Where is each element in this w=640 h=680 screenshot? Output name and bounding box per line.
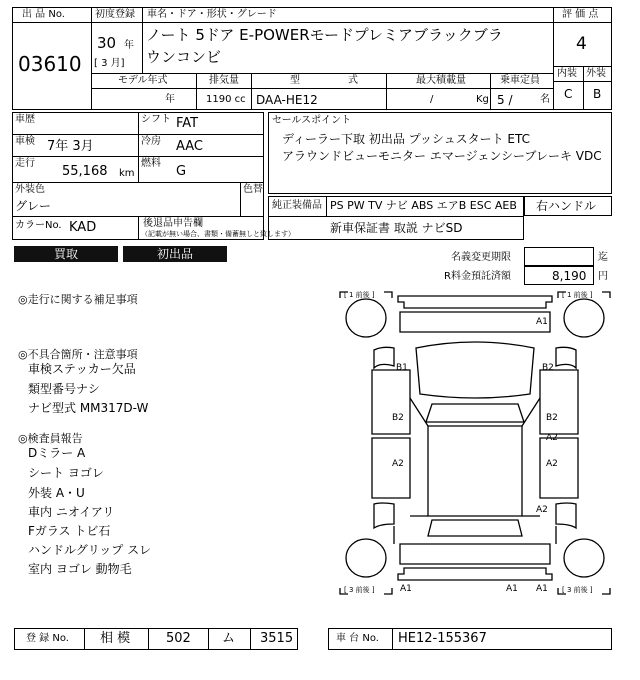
mileage-unit: km xyxy=(119,168,135,179)
damage-mark: A2 xyxy=(546,433,558,443)
capacity-unit: 名 xyxy=(540,94,550,105)
first-listing-badge: 初出品 xyxy=(123,246,227,262)
capacity-label: 乗車定員 xyxy=(500,75,540,86)
divider xyxy=(12,182,264,183)
registration-area: 相 模 xyxy=(100,631,131,646)
name-change-label: 名義変更期限 xyxy=(451,252,511,263)
corner-label-bl: [ 3 前後 ] xyxy=(344,586,375,594)
aftermarket-note: （記載が無い場合、書類・備蓄無しと致します） xyxy=(141,230,295,238)
interior-label: 内装 xyxy=(557,68,577,79)
fuel-label: 燃料 xyxy=(141,158,161,169)
aftermarket-label: 後退品申告欄 xyxy=(143,218,203,229)
model-type: DAA-HE12 xyxy=(256,93,318,107)
name-change-box xyxy=(524,247,594,266)
divider xyxy=(251,73,252,110)
fuel: G xyxy=(176,164,187,179)
divider xyxy=(91,88,553,89)
divider xyxy=(142,7,143,73)
type-label: 型 xyxy=(290,75,300,86)
history-label: 車歴 xyxy=(15,114,35,125)
car-name-line1: ノート 5ドア E-POWERモードプレミアブラックブラ xyxy=(146,26,503,44)
recycle-fee: 8,190 xyxy=(552,269,587,283)
max-load-separator: / xyxy=(430,94,434,105)
inspection: 7年 3月 xyxy=(47,139,94,154)
divider xyxy=(553,22,612,23)
inspector-item: Fガラス トビ石 xyxy=(28,524,111,538)
defect-item: 車検ステッカー欠品 xyxy=(28,362,136,376)
name-change-unit: 迄 xyxy=(598,252,608,263)
ext-color-label: 外装色 xyxy=(15,184,45,195)
model-year-label: モデル年式 xyxy=(118,75,168,86)
color-no: KAD xyxy=(69,220,97,235)
exterior-grade: B xyxy=(593,87,602,101)
corner-label-tr: [ 1 前後 ] xyxy=(562,291,593,299)
score: 4 xyxy=(576,34,587,54)
chassis-number: HE12-155367 xyxy=(398,631,487,646)
ext-color: グレー xyxy=(15,199,52,213)
registration-class: 502 xyxy=(166,631,191,646)
damage-mark: A1 xyxy=(506,584,518,594)
equipment-label: 純正装備品 xyxy=(272,200,322,211)
sales-points-label: セールスポイント xyxy=(272,115,352,126)
corner-label-br: [ 3 前後 ] xyxy=(562,586,593,594)
damage-mark: A1 xyxy=(536,584,548,594)
divider xyxy=(12,156,264,157)
steering: 右ハンドル xyxy=(536,199,597,213)
defects-title: ◎不具合箇所・注意事項 xyxy=(18,348,138,361)
car-damage-diagram xyxy=(336,288,614,608)
shift-label: シフト xyxy=(141,114,171,125)
recycle-unit: 円 xyxy=(598,271,608,282)
inspector-item: 外装 A・U xyxy=(28,486,85,500)
color-change-label: 色替 xyxy=(243,184,263,195)
damage-mark: B1 xyxy=(396,363,408,373)
divider xyxy=(326,196,327,216)
inspector-item: 車内 ニオイアリ xyxy=(28,505,115,519)
divider xyxy=(91,73,553,74)
max-load-label: 最大積載量 xyxy=(416,75,466,86)
inspector-title: ◎検査員報告 xyxy=(18,432,83,445)
divider xyxy=(12,22,91,23)
divider xyxy=(386,73,387,110)
sales-points-line1: ディーラー下取 初出品 プッシュスタート ETC xyxy=(282,132,530,146)
damage-mark: B2 xyxy=(546,413,558,423)
divider xyxy=(91,22,553,23)
shift: FAT xyxy=(176,116,199,131)
ac-label: 冷房 xyxy=(141,136,161,147)
equipment-items: PS PW TV ナビ ABS エアB ESC AEB xyxy=(330,199,517,212)
equipment-extra: 新車保証書 取説 ナビSD xyxy=(330,221,463,235)
divider xyxy=(240,182,241,216)
purchase-badge: 買取 xyxy=(14,246,118,262)
first-reg-year: 30 xyxy=(97,34,117,52)
year-unit: 年 xyxy=(124,40,134,51)
inspection-label: 車検 xyxy=(15,136,35,147)
divider xyxy=(148,628,149,650)
damage-mark: A1 xyxy=(536,317,548,327)
lot-no: 03610 xyxy=(18,52,82,76)
divider xyxy=(268,216,524,217)
inspector-item: Dミラー A xyxy=(28,446,86,460)
divider xyxy=(138,112,139,182)
divider xyxy=(392,628,393,650)
max-load-unit: Kg xyxy=(476,94,489,105)
registration-label: 登 録 No. xyxy=(26,633,69,644)
damage-mark: A2 xyxy=(536,505,548,515)
mileage: 55,168 xyxy=(62,164,108,179)
first-reg-label: 初度登録 xyxy=(95,9,135,20)
recycle-label: R料金預託済額 xyxy=(444,271,511,282)
divider xyxy=(138,216,139,240)
car-name-label: 車名・ドア・形状・グレード xyxy=(147,9,277,20)
registration-number: 3515 xyxy=(260,631,294,646)
car-name-line2: ウンコンビ xyxy=(146,48,222,66)
mileage-label: 走行 xyxy=(15,158,35,169)
displacement-label: 排気量 xyxy=(209,75,239,86)
inspector-item: ハンドルグリップ スレ xyxy=(28,543,152,557)
damage-mark: B2 xyxy=(392,413,404,423)
driving-notes-title: ◎走行に関する補足事項 xyxy=(18,293,138,306)
damage-mark: A1 xyxy=(400,584,412,594)
type-label-2: 式 xyxy=(348,75,358,86)
interior-grade: C xyxy=(564,87,573,101)
damage-mark: A2 xyxy=(546,459,558,469)
divider xyxy=(208,628,209,650)
divider xyxy=(490,73,491,110)
lot-no-label: 出 品 No. xyxy=(22,9,65,20)
defect-item: ナビ型式 MM317D-W xyxy=(28,401,149,415)
divider xyxy=(84,628,85,650)
damage-mark: B2 xyxy=(542,363,554,373)
corner-label-tl: [ 1 前後 ] xyxy=(344,291,375,299)
exterior-label: 外装 xyxy=(586,68,606,79)
inspector-item: シート ヨゴレ xyxy=(28,466,104,480)
displacement: 1190 cc xyxy=(206,94,246,105)
damage-mark: A2 xyxy=(392,459,404,469)
chassis-label: 車 台 No. xyxy=(336,633,379,644)
first-reg-month: [ 3 月] xyxy=(94,58,125,69)
score-label: 評 価 点 xyxy=(562,9,599,20)
ac: AAC xyxy=(176,139,203,154)
divider xyxy=(250,628,251,650)
divider xyxy=(12,134,264,135)
model-year-unit: 年 xyxy=(165,94,175,105)
registration-kana: ム xyxy=(222,631,236,646)
inspector-item: 室内 ヨゴレ 動物毛 xyxy=(28,562,132,576)
color-no-label: カラーNo. xyxy=(15,220,62,231)
divider xyxy=(196,73,197,110)
defect-item: 類型番号ナシ xyxy=(28,382,100,396)
divider xyxy=(583,66,584,110)
sales-points-line2: アラウンドビューモニター エマージェンシーブレーキ VDC xyxy=(282,149,602,163)
capacity: 5 / xyxy=(497,93,513,107)
